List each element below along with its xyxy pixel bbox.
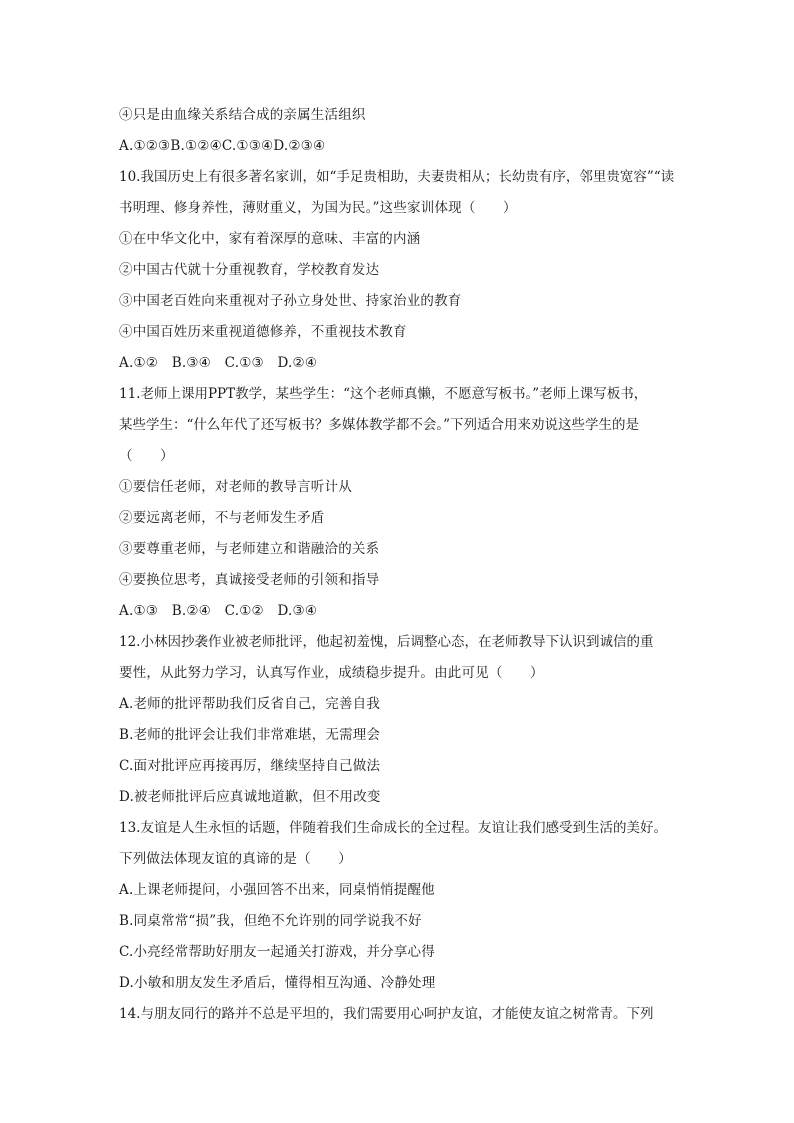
- option-line: ③中国老百姓向来重视对子孙立身处世、持家治业的教育: [119, 293, 462, 309]
- question-13-stem: 13.友谊是人生永恒的话题，伴随着我们生命成长的全过程。友谊让我们感受到生活的美好。: [119, 820, 667, 836]
- question-14-stem: 14.与朋友同行的路并不总是平坦的，我们需要用心呵护友谊，才能使友谊之树常青。下列: [119, 1006, 654, 1022]
- option-line: D.小敏和朋友发生矛盾后，懂得相互沟通、冷静处理: [119, 975, 436, 991]
- question-12-stem: 12.小林因抄袭作业被老师批评，他起初羞愧，后调整心态，在老师教导下认识到诚信的重: [119, 634, 654, 650]
- option-line: B.老师的批评会让我们非常难堪，无需理会: [119, 727, 381, 743]
- question-10-stem: 10.我国历史上有很多著名家训，如“手足贵相助，夫妻贵相从；长幼贵有序，邻里贵宽容”“读: [119, 169, 675, 185]
- question-11-stem: 11.老师上课用PPT教学，某些学生：“这个老师真懒，不愿意写板书。”老师上课写板书，: [119, 386, 648, 402]
- option-line: ①要信任老师，对老师的教导言听计从: [119, 479, 352, 495]
- option-line: D.被老师批评后应真诚地道歉，但不用改变: [119, 789, 381, 805]
- option-line: ④中国百姓历来重视道德修养，不重视技术教育: [119, 324, 407, 340]
- question-11-stem-cont: 某些学生：“什么年代了还写板书？多媒体教学都不会。”下列适合用来劝说这些学生的是: [119, 417, 640, 433]
- option-line: ②中国古代就十分重视教育，学校教育发达: [119, 262, 380, 278]
- option-line: B.同桌常常“损”我，但绝不允许别的同学说我不好: [119, 913, 422, 929]
- question-12-stem-cont: 要性，从此努力学习，认真写作业，成绩稳步提升。由此可见（ ）: [119, 665, 544, 681]
- answer-choices: A.①③ B.②④ C.①② D.③④: [119, 603, 318, 619]
- option-line: ②要远离老师，不与老师发生矛盾: [119, 510, 325, 526]
- option-line: ③要尊重老师，与老师建立和谐融洽的关系: [119, 541, 380, 557]
- option-line: A.老师的批评帮助我们反省自己，完善自我: [119, 696, 381, 712]
- option-line: A.上课老师提问，小强回答不出来，同桌悄悄提醒他: [119, 882, 435, 898]
- question-11-stem-cont: （ ）: [119, 448, 174, 464]
- option-line: C.小亮经常帮助好朋友一起通关打游戏，并分享心得: [119, 944, 435, 960]
- document-page: [119, 100, 679, 1030]
- answer-choices: A.①② B.③④ C.①③ D.②④: [119, 355, 318, 371]
- answer-choices: A.①②③B.①②④C.①③④D.②③④: [119, 138, 326, 154]
- option-line: C.面对批评应再接再厉，继续坚持自己做法: [119, 758, 381, 774]
- option-line: ①在中华文化中，家有着深厚的意味、丰富的内涵: [119, 231, 421, 247]
- question-10-stem-cont: 书明理、修身养性，薄财重义，为国为民。”这些家训体现（ ）: [119, 200, 517, 216]
- option-line: ④只是由血缘关系结合成的亲属生活组织: [119, 107, 366, 123]
- option-line: ④要换位思考，真诚接受老师的引领和指导: [119, 572, 380, 588]
- question-13-stem-cont: 下列做法体现友谊的真谛的是（ ）: [119, 851, 352, 867]
